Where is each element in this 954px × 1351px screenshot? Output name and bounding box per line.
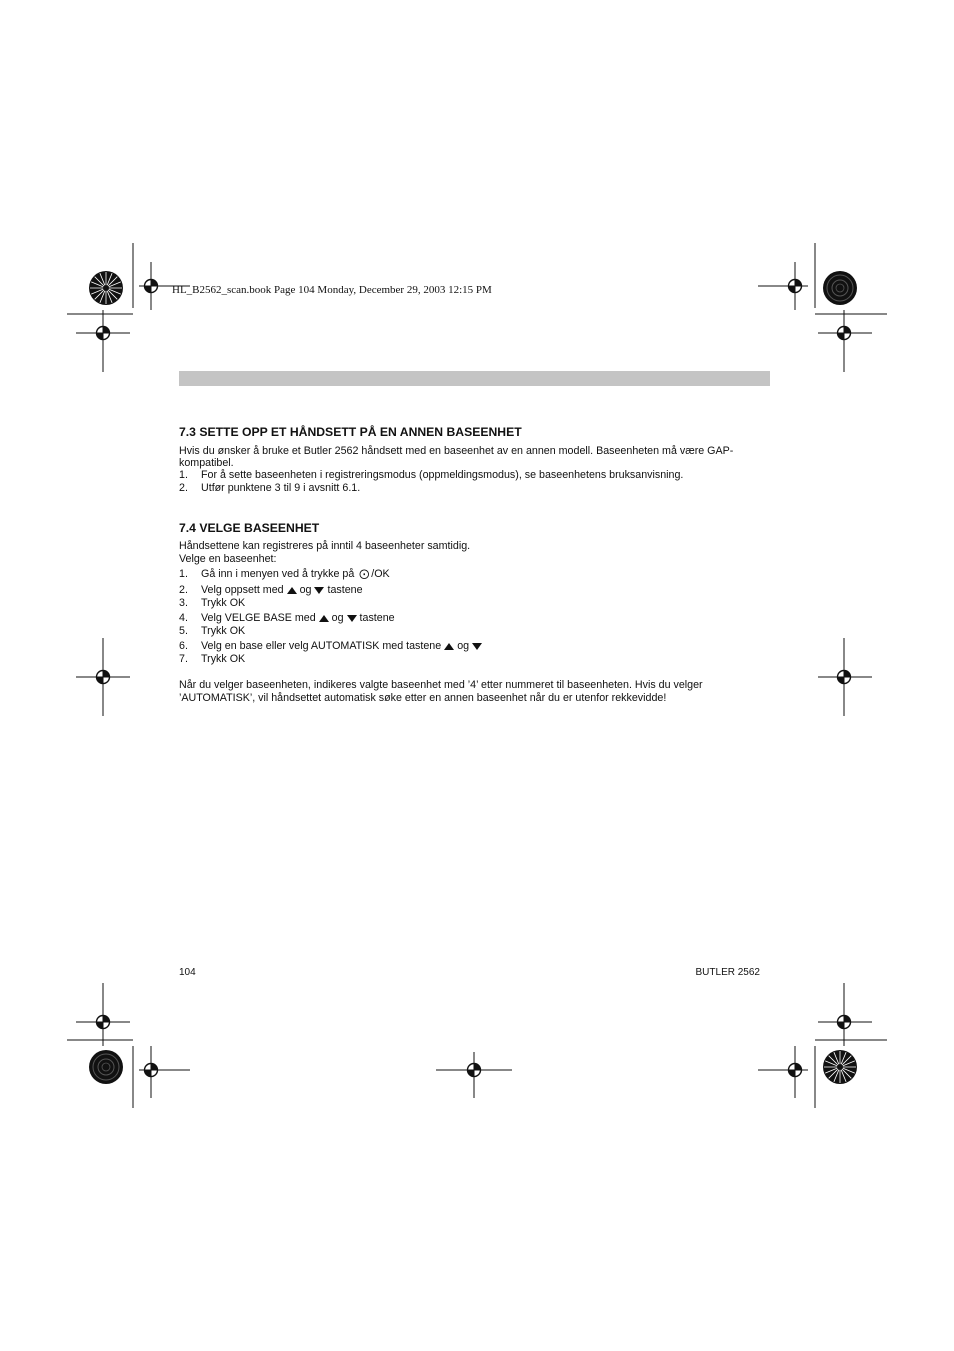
step-text bbox=[201, 640, 485, 653]
step-number: 1. bbox=[179, 568, 188, 580]
step-number: 6. bbox=[179, 640, 188, 652]
paragraph: kompatibel. bbox=[179, 457, 234, 469]
paragraph: Hvis du ønsker å bruke et Butler 2562 håndsett med en baseenhet av en annen modell. Baseenheten må være GAP- bbox=[179, 445, 734, 457]
step-text bbox=[201, 584, 363, 597]
registration-mark-icon bbox=[89, 271, 123, 305]
section-7-3-title: 7.3 SETTE OPP ET HÅNDSETT PÅ EN ANNEN BASEENHET bbox=[179, 425, 522, 439]
up-arrow-icon bbox=[287, 587, 297, 594]
step-text-part: og bbox=[457, 640, 470, 652]
step-text-part: Velg oppsett med bbox=[201, 584, 284, 596]
step-text bbox=[201, 612, 395, 625]
step-number: 2. bbox=[179, 584, 188, 596]
print-slug: HL_B2562_scan.book Page 104 Monday, December 29, 2003 12:15 PM bbox=[172, 284, 492, 296]
step-number: 1. bbox=[179, 469, 188, 481]
step-number: 3. bbox=[179, 597, 188, 609]
step-text: For å sette baseenheten i registreringsmodus (oppmeldingsmodus), se baseenhetens bruksanvisning. bbox=[201, 469, 684, 481]
product-name: BUTLER 2562 bbox=[695, 967, 760, 978]
step-text: Trykk OK bbox=[201, 597, 246, 609]
step-text-part: tastene bbox=[327, 584, 363, 596]
step-text-part: tastene bbox=[359, 612, 395, 624]
step-text: Trykk OK bbox=[201, 653, 246, 665]
step-text-part: og bbox=[331, 612, 344, 624]
step-text: Trykk OK bbox=[201, 625, 246, 637]
registration-mark-icon bbox=[823, 271, 857, 305]
step-number: 2. bbox=[179, 482, 188, 494]
up-arrow-icon bbox=[319, 615, 329, 622]
step-number: 5. bbox=[179, 625, 188, 637]
down-arrow-icon bbox=[314, 587, 324, 594]
section-7-4-title: 7.4 VELGE BASEENHET bbox=[179, 521, 320, 535]
up-arrow-icon bbox=[444, 643, 454, 650]
menu-key-icon: ⨀ bbox=[359, 569, 370, 580]
step-number: 7. bbox=[179, 653, 188, 665]
down-arrow-icon bbox=[347, 615, 357, 622]
registration-mark-icon bbox=[823, 1050, 857, 1084]
header-bar bbox=[179, 371, 770, 386]
paragraph: Håndsettene kan registreres på inntil 4 baseenheter samtidig. bbox=[179, 540, 471, 552]
step-text-part: Velg VELGE BASE med bbox=[201, 612, 316, 624]
step-text-part: /OK bbox=[371, 568, 390, 580]
step-text-part: og bbox=[299, 584, 312, 596]
down-arrow-icon bbox=[472, 643, 482, 650]
registration-mark-icon bbox=[89, 1050, 123, 1084]
step-text: Utfør punktene 3 til 9 i avsnitt 6.1. bbox=[201, 482, 361, 494]
step-text-part: Gå inn i menyen ved å trykke på bbox=[201, 568, 355, 580]
page-number: 104 bbox=[179, 967, 196, 978]
step-text-part: Velg en base eller velg AUTOMATISK med tastene bbox=[201, 640, 442, 652]
paragraph: Velge en baseenhet: bbox=[179, 553, 277, 565]
paragraph: ’AUTOMATISK’, vil håndsettet automatisk søke etter en annen baseenhet når du er utenfor rekkevidde! bbox=[179, 692, 667, 704]
step-text bbox=[201, 568, 390, 582]
step-number: 4. bbox=[179, 612, 188, 624]
paragraph: Når du velger baseenheten, indikeres valgte baseenhet med ’4’ etter nummeret til baseenheten. Hvis du velger bbox=[179, 679, 703, 691]
